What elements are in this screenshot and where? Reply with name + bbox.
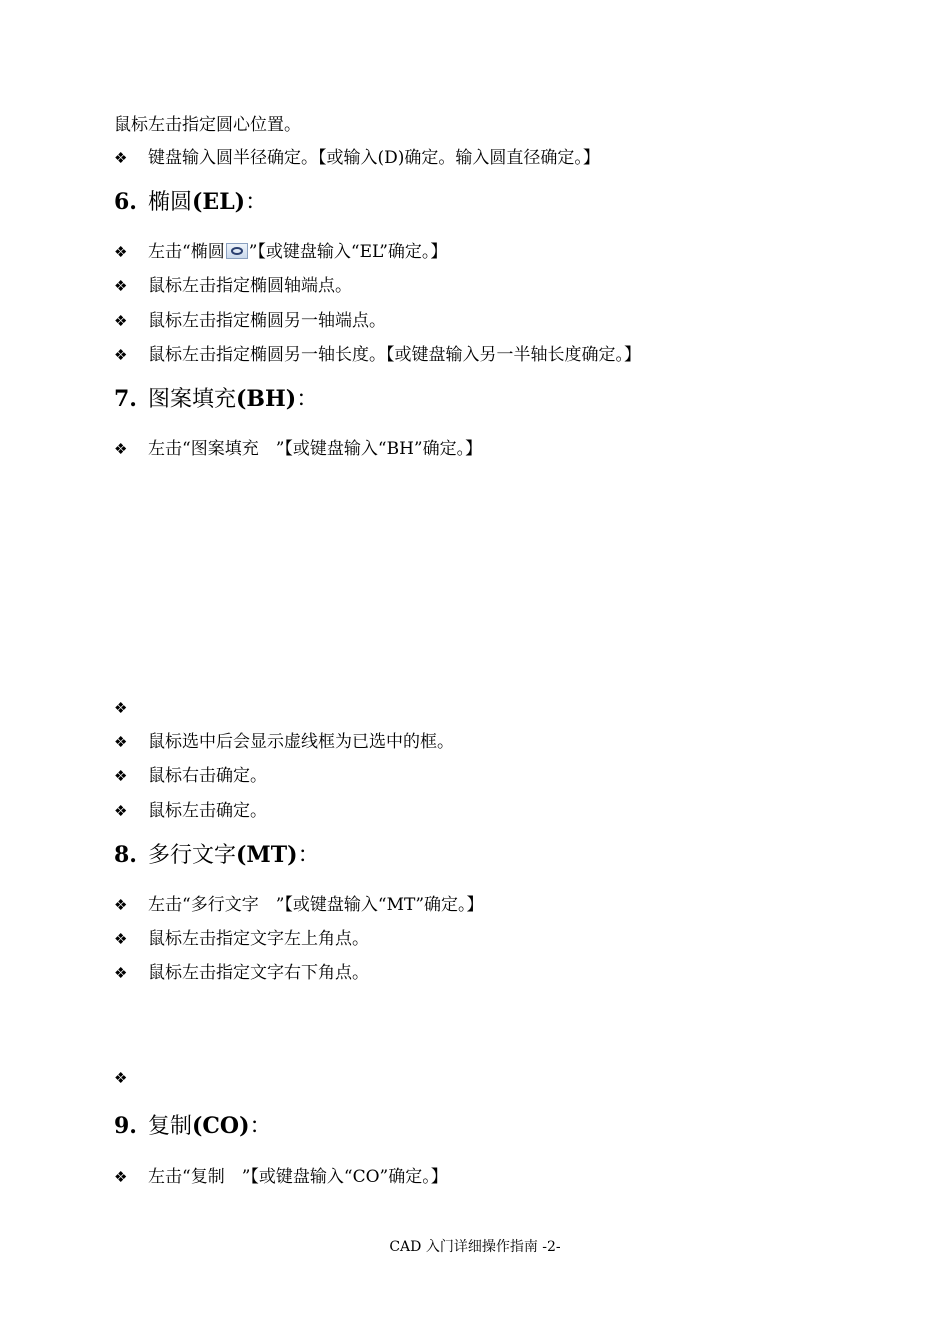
section-number: 7. bbox=[114, 386, 137, 412]
section-heading-ellipse bbox=[114, 188, 267, 217]
bullet-icon: ❖ bbox=[114, 964, 128, 982]
section-number: 8. bbox=[114, 842, 137, 868]
bullet-icon: ❖ bbox=[114, 802, 128, 820]
bullet-icon: ❖ bbox=[114, 699, 128, 717]
ellipse-icon bbox=[226, 243, 248, 259]
list-item: 左击“多行文字 ”【或键盘输入“MT”确定。】 bbox=[148, 895, 484, 915]
list-item: 鼠标左击指定椭圆另一轴端点。 bbox=[148, 311, 386, 331]
section-code: (EL) bbox=[192, 189, 246, 215]
section-heading-mtext bbox=[114, 841, 320, 870]
intro-line: 鼠标左击指定圆心位置。 bbox=[114, 115, 301, 135]
section-code: (CO) bbox=[192, 1113, 250, 1139]
bullet-icon: ❖ bbox=[114, 149, 128, 167]
list-item-text: ”【或键盘输入“EL”确定。】 bbox=[248, 242, 448, 262]
section-heading-hatch bbox=[114, 385, 318, 414]
section-colon: ： bbox=[249, 1114, 272, 1139]
section-colon: ： bbox=[245, 190, 268, 215]
section-number: 6. bbox=[114, 189, 137, 215]
bullet-icon: ❖ bbox=[114, 440, 128, 458]
bullet-icon: ❖ bbox=[114, 767, 128, 785]
bullet-icon: ❖ bbox=[114, 346, 128, 364]
bullet-icon: ❖ bbox=[114, 277, 128, 295]
list-item-text: 左击“椭圆 bbox=[148, 242, 225, 262]
section-colon: ： bbox=[296, 387, 319, 412]
list-item: 左击“复制 ”【或键盘输入“CO”确定。】 bbox=[148, 1167, 448, 1187]
list-item: 左击“图案填充 ”【或键盘输入“BH”确定。】 bbox=[148, 439, 483, 459]
list-item: 鼠标选中后会显示虚线框为已选中的框。 bbox=[148, 732, 454, 752]
section-colon: ： bbox=[297, 843, 320, 868]
section-title: 复制 bbox=[148, 1114, 193, 1139]
list-item: 键盘输入圆半径确定。【或输入(D)确定。输入圆直径确定。】 bbox=[148, 148, 600, 168]
section-title: 多行文字 bbox=[148, 843, 237, 868]
list-item: 鼠标左击指定文字左上角点。 bbox=[148, 929, 369, 949]
section-heading-copy bbox=[114, 1112, 272, 1141]
list-item: 鼠标左击指定文字右下角点。 bbox=[148, 963, 369, 983]
bullet-icon: ❖ bbox=[114, 1069, 128, 1087]
section-title: 椭圆 bbox=[148, 190, 193, 215]
bullet-icon: ❖ bbox=[114, 1168, 128, 1186]
bullet-icon: ❖ bbox=[114, 243, 128, 261]
list-item: 鼠标右击确定。 bbox=[148, 766, 267, 786]
bullet-icon: ❖ bbox=[114, 312, 128, 330]
section-number: 9. bbox=[114, 1113, 137, 1139]
list-item: 鼠标左击指定椭圆另一轴长度。【或键盘输入另一半轴长度确定。】 bbox=[148, 345, 641, 365]
bullet-icon: ❖ bbox=[114, 930, 128, 948]
section-code: (MT) bbox=[236, 842, 298, 868]
page-footer: CAD 入门详细操作指南 -2- bbox=[389, 1239, 561, 1255]
bullet-icon: ❖ bbox=[114, 896, 128, 914]
list-item: 鼠标左击确定。 bbox=[148, 801, 267, 821]
section-code: (BH) bbox=[236, 386, 297, 412]
list-item bbox=[148, 241, 447, 263]
bullet-icon: ❖ bbox=[114, 733, 128, 751]
section-title: 图案填充 bbox=[148, 387, 237, 412]
list-item: 鼠标左击指定椭圆轴端点。 bbox=[148, 276, 352, 296]
